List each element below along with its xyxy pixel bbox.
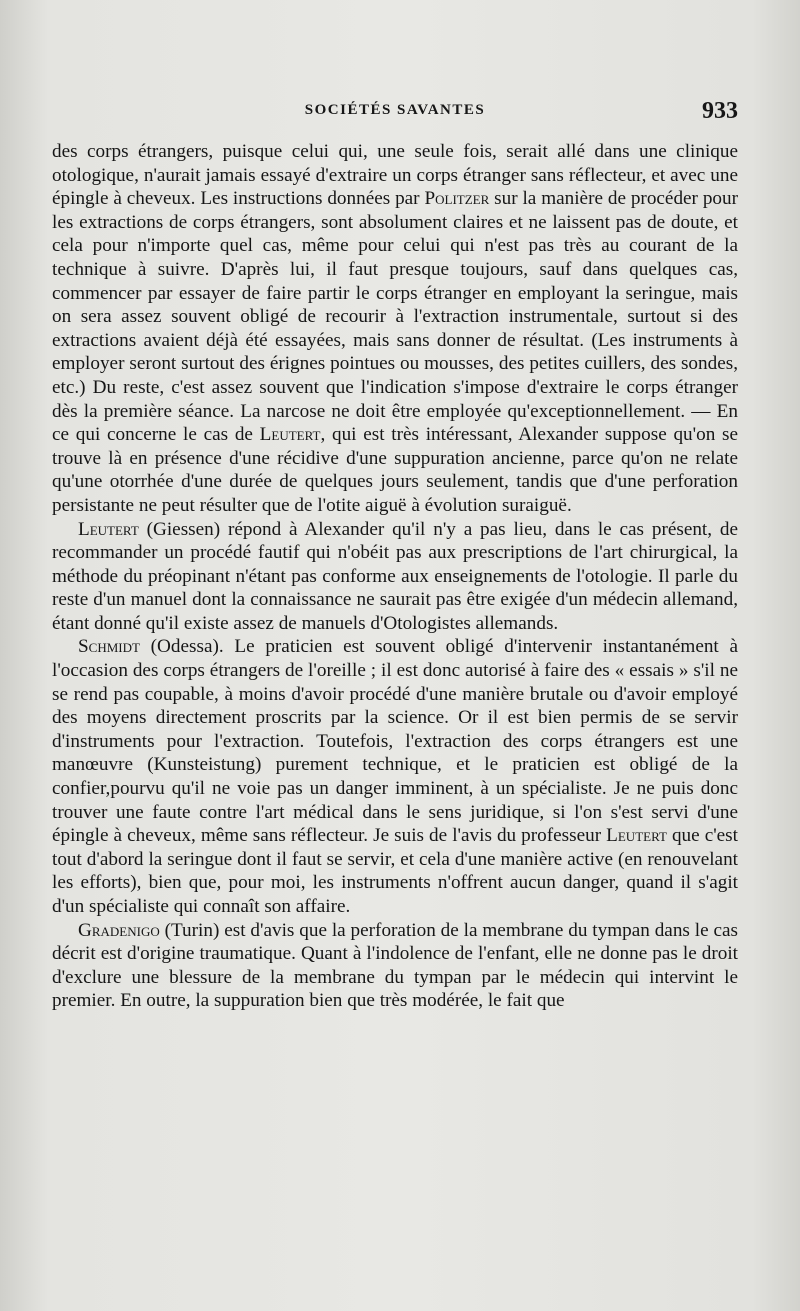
text-segment: , qui est très intéressant, Alexander suppose qu'on se trouve là en présence d'une récidive d'une suppuration ancienne, parce qu'on ne relate qu'une otorrhée d'une durée de quelques jours seulement, tandis que d'une perforation persistante ne peut résulter que de l'otite aiguë à évolution suraiguë. <box>52 424 739 516</box>
author-name-leutert: Leutert <box>606 825 667 847</box>
text-segment: sur la manière de procéder pour les extractions de corps étrangers, sont absolument claires et ne laissent pas de doute, et cela pour n'importe quel cas, même pour celui qui n'est pas très au courant de la technique à suivre. D'après lui, il faut presque toujours, sauf dans quelques cas, commencer par essayer de faire partir le corps étranger en employant la seringue, mais on sera assez souvent obligé de recourir à l'extraction instrumentale, surtout si des extractions avaient déjà été essayées, mais sans donner de résultat. (Les instruments à employer seront surtout des érignes pointues ou mousses, des petites cuillers, des sondes, etc.) Du reste, c'est assez souvent que l'indication s'impose d'extraire le corps étranger dès la première séance. La narcose ne doit être employée qu'exceptionnellement. — En ce qui concerne le cas de <box>52 188 738 446</box>
text-segment: que c'est tout d'abord la seringue dont il faut se servir, et cela d'une manière active (en renouvelant les efforts), bien que, pour moi, les instruments n'offrent aucun danger, quand il s'agit d'un spécialiste qui connaît son affaire. <box>52 825 738 917</box>
text-segment: des corps étrangers, puisque celui qui, une seule fois, serait allé dans une clinique otologique, n'aurait jamais essayé d'extraire un corps étranger sans réflecteur, et avec une épingle à cheveux. Les instructions données par <box>52 141 738 210</box>
author-name-politzer: Politzer <box>424 188 490 210</box>
paragraph-3 <box>52 635 738 918</box>
text-segment: (Giessen) répond à Alexander qu'il n'y a pas lieu, dans le cas présent, de recommander un procédé fautif qui n'obéit pas aux prescriptions de l'art chirurgical, la méthode du préopinant n'étant pas conforme aux enseignements de l'otologie. Il parle du reste d'un manuel dont la connaissance ne saurait pas être exigée d'un médecin allemand, étant donné qu'il existe assez de manuels d'Otologistes allemands. <box>52 518 738 634</box>
body-text <box>52 140 738 1013</box>
page-header <box>52 98 738 128</box>
text-segment: (Odessa). Le praticien est souvent obligé d'intervenir instantanément à l'occasion des corps étrangers de l'oreille ; il est donc autorisé à faire des « essais » s'il ne se rend pas coupable, à moins d'avoir procédé d'une manière brutale ou d'avoir employé des moyens directement proscrits par la science. Or il est bien permis de se servir d'instruments pour l'extraction. Toutefois, l'extraction des corps étrangers est une manœuvre (Kunsteistung) purement technique, et le praticien est obligé de la confier,pourvu qu'il ne voie pas un danger imminent, à un spécialiste. Je ne puis donc trouver une faute contre l'art médical dans le sens juridique, si l'on s'est servi d'une épingle à cheveux, même sans réflecteur. Je suis de l'avis du professeur <box>52 636 738 847</box>
text-segment: (Turin) est d'avis que la perforation de la membrane du tympan dans le cas décrit est d'origine traumatique. Quant à l'indolence de l'enfant, elle ne donne pas le droit d'exclure une blessure de la membrane du tympan par le médecin qui intervint le premier. En outre, la suppuration bien que très modérée, le fait que <box>52 919 738 1012</box>
author-name-leutert: Leutert <box>259 424 321 446</box>
speaker-name-schmidt: Schmidt <box>78 636 140 658</box>
paragraph-1 <box>52 140 738 518</box>
paragraph-4 <box>52 919 738 1013</box>
paragraph-2 <box>52 518 738 636</box>
speaker-name-leutert: Leutert <box>78 518 139 540</box>
running-head: SOCIÉTÉS SAVANTES <box>304 102 486 118</box>
speaker-name-gradenigo: Gradenigo <box>78 919 160 941</box>
page-number: 933 <box>702 98 738 124</box>
